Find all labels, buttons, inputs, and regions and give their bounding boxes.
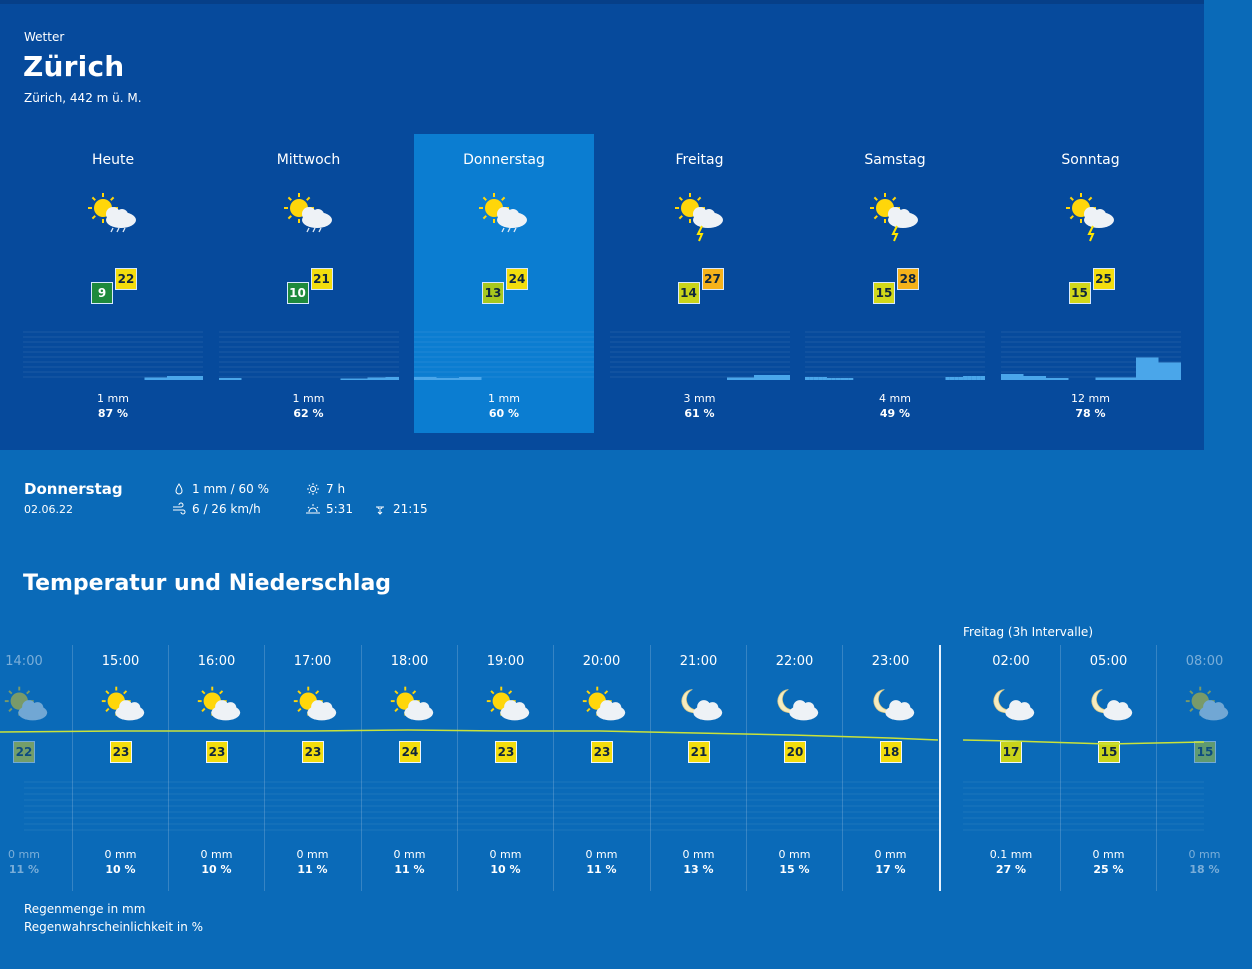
- precipitation-bar: [763, 375, 768, 380]
- day-column[interactable]: [805, 134, 985, 433]
- precipitation-bar: [1095, 378, 1100, 381]
- precipitation-bar: [367, 378, 372, 381]
- location-info: Zürich, 442 m ü. M.: [24, 91, 142, 105]
- hour-temp: 17: [1000, 741, 1022, 763]
- precipitation-bar: [149, 378, 154, 381]
- precipitation-bar: [1149, 358, 1154, 381]
- legend-rain-probability: Regenwahrscheinlichkeit in %: [24, 920, 204, 934]
- precipitation-bar: [945, 377, 949, 380]
- hour-probability: 27 %: [995, 863, 1027, 876]
- sun-cloud-thunder-icon: [1061, 190, 1125, 242]
- precipitation-bar: [185, 376, 190, 380]
- precipitation-bar: [731, 378, 736, 381]
- hour-temp: 21: [688, 741, 710, 763]
- min-temp: 14: [678, 282, 700, 304]
- precipitation-bar: [1140, 358, 1145, 381]
- hour-column[interactable]: [168, 645, 264, 891]
- detail-sun-hours: [306, 482, 345, 496]
- min-temp: 15: [873, 282, 895, 304]
- detail-wind-value: 6 / 26 km/h: [192, 502, 261, 516]
- rain-amount: 1 mm: [292, 392, 325, 405]
- hour-probability: 11 %: [394, 863, 425, 876]
- hour-temp: 15: [1194, 741, 1216, 763]
- rain-amount: 1 mm: [488, 392, 520, 405]
- precipitation-bar: [154, 378, 159, 381]
- hour-rain: 0.1 mm: [989, 848, 1033, 861]
- sun-cloud-rain-icon: [279, 190, 343, 242]
- day-name: Heute: [91, 152, 135, 168]
- precipitation-bar: [194, 376, 199, 380]
- precipitation-bar: [459, 377, 464, 380]
- precipitation-bar: [740, 378, 745, 381]
- sun-cloud-rain-icon: [474, 190, 538, 242]
- precipitation-bar: [385, 377, 390, 380]
- hour-column[interactable]: [650, 645, 746, 891]
- precipitation-bar: [181, 376, 186, 380]
- hour-column[interactable]: [361, 645, 457, 891]
- precipitation-bar: [1113, 378, 1118, 381]
- hour-column[interactable]: [457, 645, 553, 891]
- day-column[interactable]: [219, 134, 399, 433]
- sunset-icon: [373, 503, 387, 515]
- precipitation-bar: [1041, 376, 1046, 380]
- hour-column[interactable]: [1156, 645, 1252, 891]
- precipitation-bar: [754, 375, 759, 380]
- precipitation-bar: [950, 377, 954, 380]
- precipitation-bars: [414, 330, 594, 380]
- rain-probability: 87 %: [97, 407, 129, 420]
- hour-temp: 23: [302, 741, 324, 763]
- sunrise-icon: [306, 503, 320, 515]
- hour-probability: 10 %: [201, 863, 232, 876]
- precipitation-bar: [1050, 378, 1055, 380]
- section-title: Temperatur und Niederschlag: [23, 571, 392, 596]
- precipitation-bar: [1131, 378, 1136, 381]
- hour-time: 15:00: [101, 654, 140, 669]
- precipitation-bar: [827, 378, 831, 380]
- detail-sunset-value: 21:15: [393, 502, 428, 516]
- detail-rain: [172, 482, 269, 496]
- precipitation-bar: [455, 378, 460, 380]
- hour-time: 05:00: [1089, 654, 1128, 669]
- hour-rain: 0 mm: [778, 848, 811, 861]
- precipitation-bar: [446, 378, 451, 380]
- detail-sunset: [373, 502, 428, 516]
- day-divider: [939, 645, 941, 891]
- precipitation-bar: [1019, 374, 1024, 380]
- precipitation-bar: [1100, 378, 1105, 381]
- hour-probability: 11 %: [297, 863, 328, 876]
- precipitation-bar: [836, 378, 840, 380]
- hour-column[interactable]: [553, 645, 649, 891]
- hour-probability: 15 %: [779, 863, 810, 876]
- hour-probability: 18 %: [1189, 863, 1220, 876]
- precipitation-bar: [232, 378, 237, 380]
- precipitation-bar: [340, 379, 345, 381]
- precipitation-bar: [767, 375, 772, 380]
- precipitation-bar: [849, 378, 853, 380]
- hour-column[interactable]: [963, 645, 1059, 891]
- hour-rain: 0 mm: [200, 848, 233, 861]
- hour-probability: 10 %: [490, 863, 521, 876]
- precipitation-bar: [772, 375, 777, 380]
- precipitation-bar: [1028, 376, 1033, 380]
- day-name: Mittwoch: [276, 152, 341, 168]
- precipitation-bar: [167, 376, 172, 380]
- hour-time: 19:00: [486, 654, 525, 669]
- precipitation-bars: [805, 330, 985, 380]
- hour-probability: 25 %: [1093, 863, 1124, 876]
- max-temp: 25: [1093, 268, 1115, 290]
- precipitation-bar: [749, 378, 754, 381]
- rain-amount: 1 mm: [97, 392, 129, 405]
- precipitation-bar: [1059, 378, 1064, 380]
- precipitation-bar: [363, 379, 368, 381]
- min-temp: 13: [482, 282, 504, 304]
- max-temp: 28: [897, 268, 919, 290]
- precipitation-bar: [1167, 363, 1172, 381]
- precipitation-bar: [972, 376, 976, 380]
- max-temp: 22: [115, 268, 137, 290]
- sun-cloud-thunder-icon: [670, 190, 734, 242]
- day-column[interactable]: [610, 134, 790, 433]
- hour-time: 23:00: [871, 654, 910, 669]
- interval-label: Freitag (3h Intervalle): [963, 625, 1093, 639]
- hour-temp: 22: [13, 741, 35, 763]
- precipitation-bar: [1172, 363, 1177, 381]
- precipitation-bar: [1127, 378, 1132, 381]
- precipitation-bar: [145, 378, 150, 381]
- sun-icon: [306, 483, 320, 495]
- precipitation-bar: [219, 378, 224, 380]
- precipitation-bar: [172, 376, 177, 380]
- precipitation-bar: [1023, 376, 1028, 380]
- precipitation-bar: [376, 378, 381, 381]
- legend-rain-amount: Regenmenge in mm: [24, 902, 146, 916]
- hour-time: 22:00: [775, 654, 814, 669]
- hour-column[interactable]: [0, 645, 72, 891]
- detail-sun-hours-value: 7 h: [326, 482, 346, 496]
- precipitation-bar: [963, 376, 967, 380]
- precipitation-bar: [349, 379, 354, 381]
- hour-time: 17:00: [293, 654, 332, 669]
- hour-probability: 17 %: [875, 863, 906, 876]
- hour-temp: 20: [784, 741, 806, 763]
- hour-column[interactable]: [264, 645, 360, 891]
- rain-probability: 78 %: [1075, 407, 1106, 420]
- rain-probability: 62 %: [293, 407, 324, 420]
- precipitation-bar: [473, 377, 478, 380]
- rain-amount: 12 mm: [1071, 392, 1110, 405]
- precipitation-bar: [441, 378, 446, 380]
- precipitation-bar: [390, 377, 395, 380]
- temperature-line: [0, 730, 938, 740]
- precipitation-bar: [845, 378, 849, 380]
- rain-probability: 61 %: [684, 407, 715, 420]
- precipitation-bar: [419, 377, 424, 380]
- precipitation-bars: [610, 330, 790, 380]
- precipitation-bar: [818, 377, 822, 380]
- hour-column[interactable]: [746, 645, 842, 891]
- precipitation-bar: [1046, 378, 1051, 380]
- precipitation-bar: [758, 375, 763, 380]
- rain-amount: 4 mm: [879, 392, 911, 405]
- precipitation-bar: [158, 378, 163, 381]
- precipitation-bar: [1037, 376, 1042, 380]
- min-temp: 10: [287, 282, 309, 304]
- hour-rain: 0 mm: [1092, 848, 1125, 861]
- sun-cloud-rain-icon: [83, 190, 147, 242]
- precipitation-bar: [437, 378, 442, 380]
- wind-icon: [172, 503, 186, 515]
- hour-rain: 0 mm: [585, 848, 618, 861]
- precipitation-bar: [1014, 374, 1019, 380]
- day-name: Freitag: [675, 152, 724, 168]
- precipitation-bar: [477, 377, 482, 380]
- min-temp: 15: [1069, 282, 1091, 304]
- precipitation-bar: [727, 378, 732, 381]
- precipitation-bar: [967, 376, 971, 380]
- precipitation-bar: [190, 376, 195, 380]
- max-temp: 21: [311, 268, 333, 290]
- hour-time: 21:00: [679, 654, 718, 669]
- hour-probability: 11 %: [8, 863, 40, 876]
- hour-rain: 0 mm: [393, 848, 426, 861]
- precipitation-bar: [468, 377, 473, 380]
- hour-temp: 23: [206, 741, 228, 763]
- precipitation-bar: [1163, 363, 1168, 381]
- precipitation-bar: [814, 377, 818, 380]
- detail-day-name: Donnerstag: [24, 480, 123, 498]
- day-name: Samstag: [864, 152, 926, 168]
- day-column[interactable]: [23, 134, 203, 433]
- rain-probability: 49 %: [879, 407, 911, 420]
- hour-rain: 0 mm: [104, 848, 137, 861]
- precipitation-bar: [1064, 378, 1069, 380]
- hour-probability: 13 %: [683, 863, 714, 876]
- precipitation-bar: [1001, 374, 1006, 380]
- precipitation-bar: [959, 377, 963, 380]
- precipitation-bar: [1104, 378, 1109, 381]
- precipitation-bars: [219, 330, 399, 380]
- hourly-forecast[interactable]: [0, 645, 1224, 891]
- precipitation-bar: [736, 378, 741, 381]
- precipitation-bar: [414, 377, 419, 380]
- precipitation-bar: [345, 379, 350, 381]
- precipitation-bar: [237, 378, 242, 380]
- precipitation-bar: [976, 376, 980, 380]
- precipitation-bar: [745, 378, 750, 381]
- precipitation-bars: [23, 330, 203, 380]
- temperature-curve: [0, 700, 1204, 760]
- hour-time: 18:00: [390, 654, 429, 669]
- precipitation-bar: [1122, 378, 1127, 381]
- precipitation-bar: [199, 376, 204, 380]
- precipitation-bar: [464, 377, 469, 380]
- precipitation-bar: [372, 378, 377, 381]
- hour-time: 16:00: [197, 654, 236, 669]
- precipitation-bar: [781, 375, 786, 380]
- precipitation-bar: [1145, 358, 1150, 381]
- precipitation-bar: [228, 378, 233, 380]
- precipitation-bars: [1001, 330, 1181, 380]
- precipitation-bar: [1055, 378, 1060, 380]
- max-temp: 24: [506, 268, 528, 290]
- detail-sunrise-value: 5:31: [326, 502, 353, 516]
- rain-probability: 60 %: [488, 407, 520, 420]
- precipitation-bar: [1154, 358, 1159, 381]
- hour-temp: 23: [110, 741, 132, 763]
- precipitation-bar: [1032, 376, 1037, 380]
- precipitation-bar: [428, 377, 433, 380]
- max-temp: 27: [702, 268, 724, 290]
- hour-rain: 0 mm: [1188, 848, 1221, 861]
- day-column[interactable]: [414, 134, 594, 433]
- hour-temp: 24: [399, 741, 421, 763]
- precipitation-bar: [450, 378, 455, 380]
- hour-rain: 0 mm: [874, 848, 907, 861]
- precipitation-bar: [840, 378, 844, 380]
- precipitation-bar: [1158, 363, 1163, 381]
- hour-probability: 10 %: [105, 863, 136, 876]
- hour-rain: 0 mm: [489, 848, 522, 861]
- hour-probability: 11 %: [586, 863, 617, 876]
- precipitation-bar: [1118, 378, 1123, 381]
- precipitation-bar: [163, 378, 168, 381]
- precipitation-bar: [394, 377, 399, 380]
- day-column[interactable]: [1001, 134, 1181, 433]
- precipitation-bar: [176, 376, 181, 380]
- hour-rain: 0 mm: [8, 848, 40, 861]
- hour-column[interactable]: [842, 645, 938, 891]
- hour-column[interactable]: [1060, 645, 1156, 891]
- detail-rain-value: 1 mm / 60 %: [192, 482, 269, 496]
- precipitation-bar: [954, 377, 958, 380]
- hour-temp: 15: [1098, 741, 1120, 763]
- hour-time: 20:00: [582, 654, 621, 669]
- precipitation-bar: [432, 377, 437, 380]
- precipitation-bar: [358, 379, 363, 381]
- detail-wind: [172, 502, 261, 516]
- precipitation-bar: [1005, 374, 1010, 380]
- precipitation-bar: [831, 378, 835, 380]
- hour-time: 08:00: [1185, 654, 1224, 669]
- hour-temp: 23: [591, 741, 613, 763]
- hour-time: 02:00: [992, 654, 1030, 669]
- precipitation-bar: [785, 375, 790, 380]
- hour-time: 14:00: [5, 654, 43, 669]
- day-name: Sonntag: [1061, 152, 1120, 168]
- precipitation-bar: [381, 378, 386, 381]
- precipitation-bar: [1109, 378, 1114, 381]
- detail-sunrise: [306, 502, 353, 516]
- precipitation-bar: [354, 379, 359, 381]
- hour-rain: 0 mm: [296, 848, 329, 861]
- detail-date: 02.06.22: [24, 503, 73, 516]
- precipitation-bar: [981, 376, 985, 380]
- precipitation-bar: [1136, 358, 1141, 381]
- city-title: Zürich: [23, 50, 125, 83]
- precipitation-bar: [823, 377, 827, 380]
- precipitation-bar: [223, 378, 228, 380]
- precipitation-bar: [1176, 363, 1181, 381]
- rain-amount: 3 mm: [683, 392, 716, 405]
- temperature-line-next: [963, 740, 1204, 744]
- raindrop-icon: [172, 483, 186, 495]
- hour-temp: 23: [495, 741, 517, 763]
- precipitation-bar: [809, 377, 813, 380]
- hour-column[interactable]: [72, 645, 168, 891]
- hour-rain: 0 mm: [682, 848, 715, 861]
- precipitation-bar: [776, 375, 781, 380]
- app-label: Wetter: [24, 30, 65, 44]
- precipitation-bar: [805, 377, 809, 380]
- day-name: Donnerstag: [463, 152, 545, 168]
- precipitation-bar: [423, 377, 428, 380]
- min-temp: 9: [91, 282, 113, 304]
- sun-cloud-thunder-icon: [865, 190, 929, 242]
- precipitation-bar: [1010, 374, 1015, 380]
- hour-temp: 18: [880, 741, 902, 763]
